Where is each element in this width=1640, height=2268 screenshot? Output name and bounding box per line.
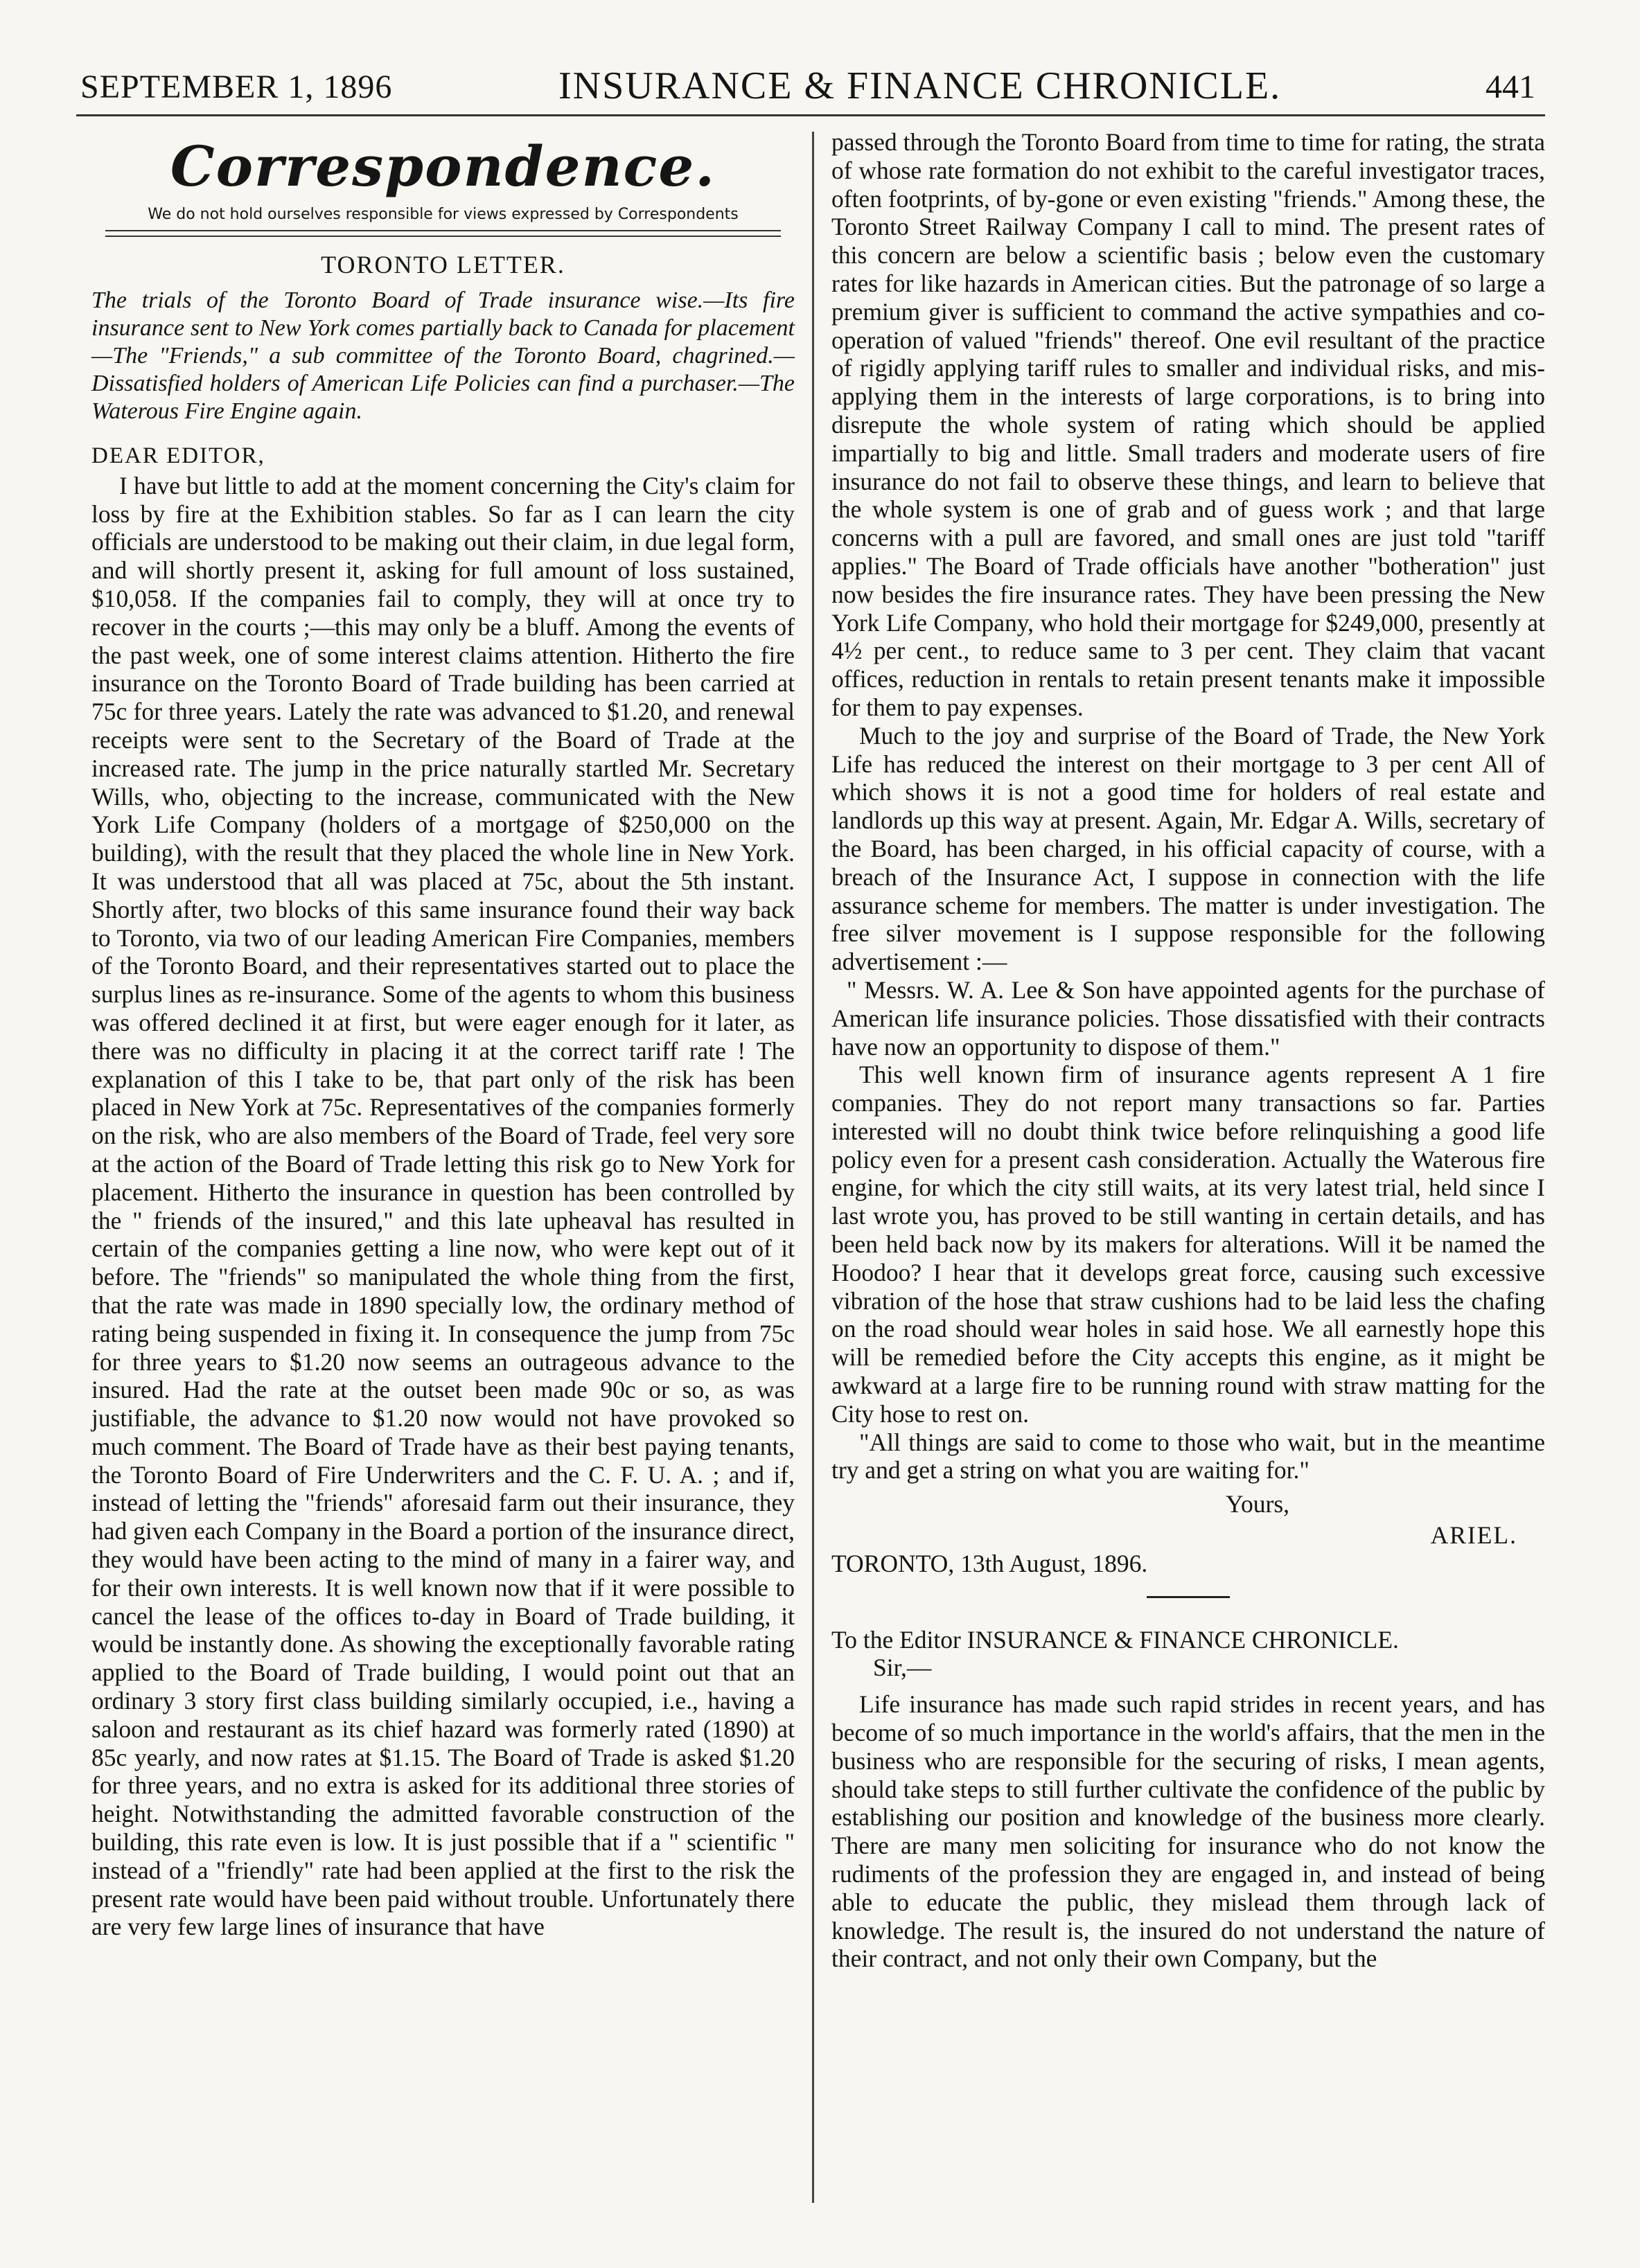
letter-salutation: DEAR EDITOR, — [91, 443, 265, 468]
left-column — [91, 132, 795, 1941]
letter2-salutation: Sir,— — [873, 1654, 932, 1682]
issue-date: SEPTEMBER 1, 1896 — [80, 69, 393, 105]
letter-paragraph: I have but little to add at the moment concerning the City's claim for loss by fire at the Exhibition stables. So far as I can learn the city officials are understood to be making out their claim, in due legal form, and will shortly present it, asking for full amount of loss sustained, $10,058. If the companies fail to comply, they will at once try to recover in the courts ;—this may only be a bluff. Among the events of the past week, one of some interest claims attention. Hitherto the fire insurance on the Toronto Board of Trade building has been carried at 75c for three years. Lately the rate was advanced to $1.20, and renewal receipts were sent to the Secretary of the Board of Trade at the increased rate. The jump in the price naturally startled Mr. Secretary Wills, who, objecting to the increase, communicated with the New York Life Company (holders of a mortgage of $250,000 on the building), with the result that they placed the whole line in New York. It was understood that all was placed at 75c, about the 5th instant. Shortly after, two blocks of this same insurance found their way back to Toronto, via two of our leading American Fire Companies, members of the Toronto Board, and their representatives started out to place the surplus lines as re-insurance. Some of the agents to whom this business was offered declined it at first, but were eager enough for it later, as there was no difficulty in placing it at the correct tariff rate ! The explanation of this I take to be, that part only of the risk has been placed in New York at 75c. Representatives of the companies formerly on the risk, who are also members of the Board of Trade, feel very sore at the action of the Board of Trade letting this risk go to New York for placement. Hitherto the insurance in question has been controlled by the " friends of the insured," and this late upheaval has resulted in certain of the companies getting a line now, who were kept out of it before. The "friends" so manipulated the whole thing from the first, that the rate was made in 1890 specially low, the ordinary method of rating being suspended in fixing it. In consequence the jump from 75c for three years to $1.20 now seems an outrageous advance to the insured. Had the rate at the outset been made 90c or so, as was justifiable, the advance to $1.20 now would not have provoked so much comment. The Board of Trade have as their best paying tenants, the Toronto Board of Fire Underwriters and the C. F. U. A. ; and if, instead of letting the "friends" aforesaid farm out their insurance, they had given each Company in the Board a portion of the insurance direct, they would have been acting to the mind of many in a fairer way, and for their own interests. It is well known now that if it were possible to cancel the lease of the offices to-day in Board of Trade building, it would be instantly done. As showing the exceptionally favorable rating applied to the Board of Trade building, I would point out that an ordinary 3 story first class building similarly occupied, i.e., having a saloon and restaurant as its chief hazard was formerly rated (1890) at 85c yearly, and now rates at $1.15. The Board of Trade is asked $1.20 for three years, and no extra is asked for its additional three stories of height. Notwithstanding the admitted favorable construction of the building, this rate even is low. It is just possible that if a " scientific " instead of a "friendly" rate had been applied at the first to the risk the present rate would have been paid without trouble. Unfortunately there are very few large lines of insurance that have — [91, 471, 795, 1941]
right-column — [831, 128, 1545, 1973]
letter-headline: TORONTO LETTER. — [321, 251, 565, 278]
column-divider — [812, 132, 814, 2203]
letter-paragraph-continued: passed through the Toronto Board from time to time for rating, the strata of whose rate formation do not exhibit to the careful investigator traces, often footprints, of by-gone or even existing "friends." Among these, the Toronto Street Railway Company I call to mind. The present rates of this concern are below a scientific basis ; below even the customary rates for like hazards in American cities. But the patronage of so large a premium giver is sufficient to command the active sympathies and co-operation of valued "friends" thereof. One evil resultant of the practice of rigidly applying tariff rules to smaller and individual risks, and mis-applying them in the interests of large corporations, is to bring into disrepute the whole system of rating which should be applied impartially to big and little. Small traders and moderate users of fire insurance do not fail to observe these things, and learn to believe that the whole system is one of grab and of guess work ; and that large concerns with a pull are favored, and small ones are just told "tariff applies." The Board of Trade officials have another "botheration" just now besides the fire insurance rates. They have been pressing the New York Life Company, who hold their mortgage for $249,000, presently at 4½ per cent., to reduce same to 3 per cent. They claim that vacant offices, reduction in rentals to retain present tenants make it impossible for them to pay expenses. — [831, 128, 1545, 721]
letter-separator — [1147, 1596, 1230, 1598]
page-number: 441 — [1485, 69, 1535, 105]
publication-title: INSURANCE & FINANCE CHRONICLE. — [558, 64, 1282, 107]
section-disclaimer: We do not hold ourselves responsible for views expressed by Correspondents — [148, 206, 739, 223]
letter2-address: To the Editor INSURANCE & FINANCE CHRONICLE. — [831, 1625, 1399, 1654]
section-rule — [105, 230, 781, 237]
letter-paragraph: Much to the joy and surprise of the Board of Trade, the New York Life has reduced the interest on their mortgage to 3 per cent All of which shows it is not a good time for holders of real estate and landlords up this way at present. Again, Mr. Edgar A. Wills, secretary of the Board, has been charged, in his official capacity of course, with a breach of the Insurance Act, I suppose in connection with the life assurance scheme for members. The matter is under investigation. The free silver movement is I suppose responsible for the following advertisement :— — [831, 721, 1545, 976]
letter-closing: Yours, — [1225, 1490, 1290, 1518]
letter-paragraph: This well known firm of insurance agents represent A 1 fire companies. They do not report many transactions so far. Parties interested will no doubt think twice before relinquishing a good life policy even for a present cash consideration. Actually the Waterous fire engine, for which the city still waits, at its very latest trial, held since I last wrote you, has proved to be still wanting in certain details, and has been held back now by its makers for alterations. Will it be named the Hoodoo? I hear that it develops great force, causing such excessive vibration of the hose that straw cushions had to be laid less the chafing on the road should wear holes in said hose. We all earnestly hope this will be remedied before the City accepts this engine, as it might be awkward at a large fire to be running round with straw matting for the City hose to rest on. — [831, 1061, 1545, 1428]
advertisement-quote: " Messrs. W. A. Lee & Son have appointed agents for the purchase of American life insurance policies. Those dissatisfied with their contracts have now an opportunity to dispose of them." — [831, 975, 1545, 1061]
section-title: Correspondence. — [170, 134, 716, 199]
letter2-paragraph: Life insurance has made such rapid strides in recent years, and has become of so much importance in the world's affairs, that the men in the business who are responsible for the securing of risks, I mean agents, should take steps to still further cultivate the confidence of the public by establishing our position and knowledge of the business more clearly. There are many men soliciting for insurance who do not know the rudiments of the profession they are engaged in, and instead of being able to educate the public, they mislead them through lack of knowledge. The result is, the insured do not understand the nature of their contract, and not only their own Company, but the — [831, 1690, 1545, 1973]
running-head — [80, 64, 1535, 107]
header-rule — [76, 114, 1545, 116]
letter-dateline: TORONTO, 13th August, 1896. — [831, 1549, 1148, 1577]
letter-signature: ARIEL. — [1430, 1521, 1517, 1550]
letter-paragraph: "All things are said to come to those who wait, but in the meantime try and get a string on what you are waiting for." — [831, 1428, 1545, 1485]
letter-deck: The trials of the Toronto Board of Trade insurance wise.—Its fire insurance sent to New York comes partially back to Canada for placement—The "Friends," a sub committee of the Toronto Board, chagrined.—Dissatisfied holders of American Life Policies can find a purchaser.—The Waterous Fire Engine again. — [91, 287, 795, 424]
